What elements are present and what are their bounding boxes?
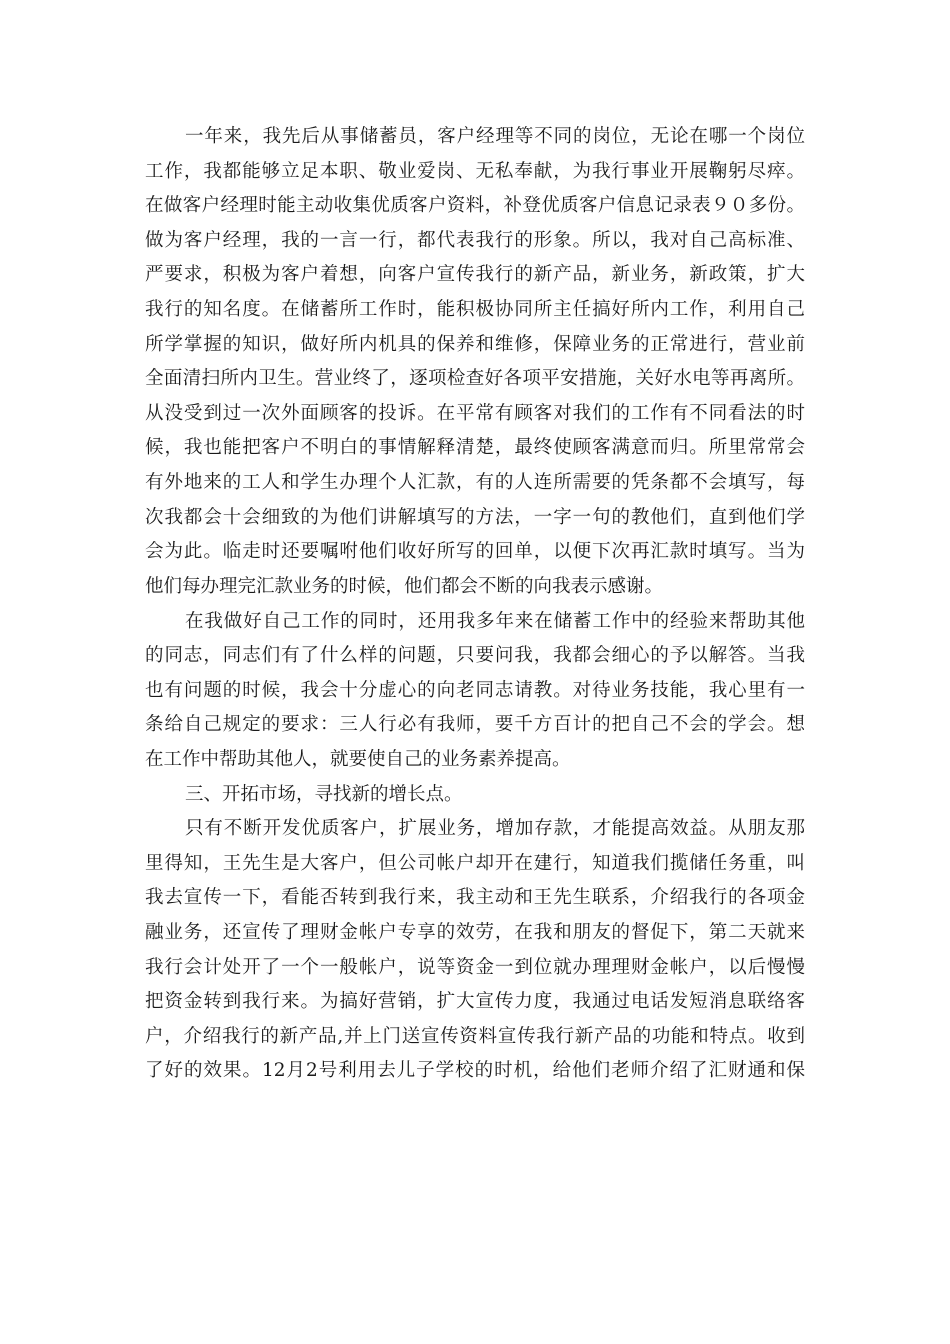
text-line: 会为此。临走时还要嘱咐他们收好所写的回单，以便下次再汇款时填写。当为 xyxy=(145,541,805,563)
text-line: 所学掌握的知识，做好所内机具的保养和维修，保障业务的正常进行，营业前 xyxy=(145,333,805,355)
text-line: 次我都会十会细致的为他们讲解填写的方法，一字一句的教他们，直到他们学 xyxy=(145,506,805,528)
text-line: 的同志，同志们有了什么样的问题，只要问我，我都会细心的予以解答。当我 xyxy=(145,645,805,667)
text-line: 我行的知名度。在储蓄所工作时，能积极协同所主任搞好所内工作，利用自己 xyxy=(145,299,805,321)
text-line: 我行会计处开了一个一般帐户，说等资金一到位就办理理财金帐户，以后慢慢 xyxy=(145,956,805,978)
text-line: 做为客户经理，我的一言一行，都代表我行的形象。所以，我对自己高标准、 xyxy=(145,229,805,251)
text-line: 从没受到过一次外面顾客的投诉。在平常有顾客对我们的工作有不同看法的时 xyxy=(145,402,805,424)
text-line: 在工作中帮助其他人，就要使自己的业务素养提高。 xyxy=(145,748,571,770)
text-line: 把资金转到我行来。为搞好营销，扩大宣传力度，我通过电话发短消息联络客 xyxy=(145,991,805,1013)
text-line: 融业务，还宣传了理财金帐户专享的效劳，在我和朋友的督促下，第二天就来 xyxy=(145,922,805,944)
text-line: 三、开拓市场，寻找新的增长点。 xyxy=(185,783,463,805)
text-line: 全面清扫所内卫生。营业终了，逐项检查好各项平安措施，关好水电等再离所。 xyxy=(145,368,805,390)
text-line: 我去宣传一下，看能否转到我行来，我主动和王先生联系，介绍我行的各项金 xyxy=(145,887,805,909)
document-body xyxy=(145,120,805,1089)
text-line: 严要求，积极为客户着想，向客户宣传我行的新产品，新业务，新政策，扩大 xyxy=(145,264,805,286)
text-line: 他们每办理完汇款业务的时候，他们都会不断的向我表示感谢。 xyxy=(145,575,664,597)
text-line: 有外地来的工人和学生办理个人汇款，有的人连所需要的凭条都不会填写，每 xyxy=(145,472,805,494)
text-line: 一年来，我先后从事储蓄员，客户经理等不同的岗位，无论在哪一个岗位 xyxy=(185,126,805,147)
text-line: 在做客户经理时能主动收集优质客户资料，补登优质客户信息记录表９０多份。 xyxy=(145,195,805,217)
text-line: 里得知，王先生是大客户，但公司帐户却开在建行，知道我们揽储任务重，叫 xyxy=(145,852,805,874)
text-line: 也有问题的时候，我会十分虚心的向老同志请教。对待业务技能，我心里有一 xyxy=(145,679,805,701)
text-line: 候，我也能把客户不明白的事情解释清楚，最终使顾客满意而归。所里常常会 xyxy=(145,437,805,459)
text-line: 了好的效果。12月2号利用去儿子学校的时机，给他们老师介绍了汇财通和保 xyxy=(145,1060,805,1082)
text-line: 只有不断开发优质客户，扩展业务，增加存款，才能提高效益。从朋友那 xyxy=(185,818,805,840)
text-line: 在我做好自己工作的同时，还用我多年来在储蓄工作中的经验来帮助其他 xyxy=(185,610,805,632)
text-line: 工作，我都能够立足本职、敬业爱岗、无私奉献，为我行事业开展鞠躬尽瘁。 xyxy=(145,160,805,182)
text-line: 户，介绍我行的新产品,并上门送宣传资料宣传我行新产品的功能和特点。收到 xyxy=(145,1025,805,1047)
text-line: 条给自己规定的要求：三人行必有我师，要千方百计的把自己不会的学会。想 xyxy=(145,714,805,736)
